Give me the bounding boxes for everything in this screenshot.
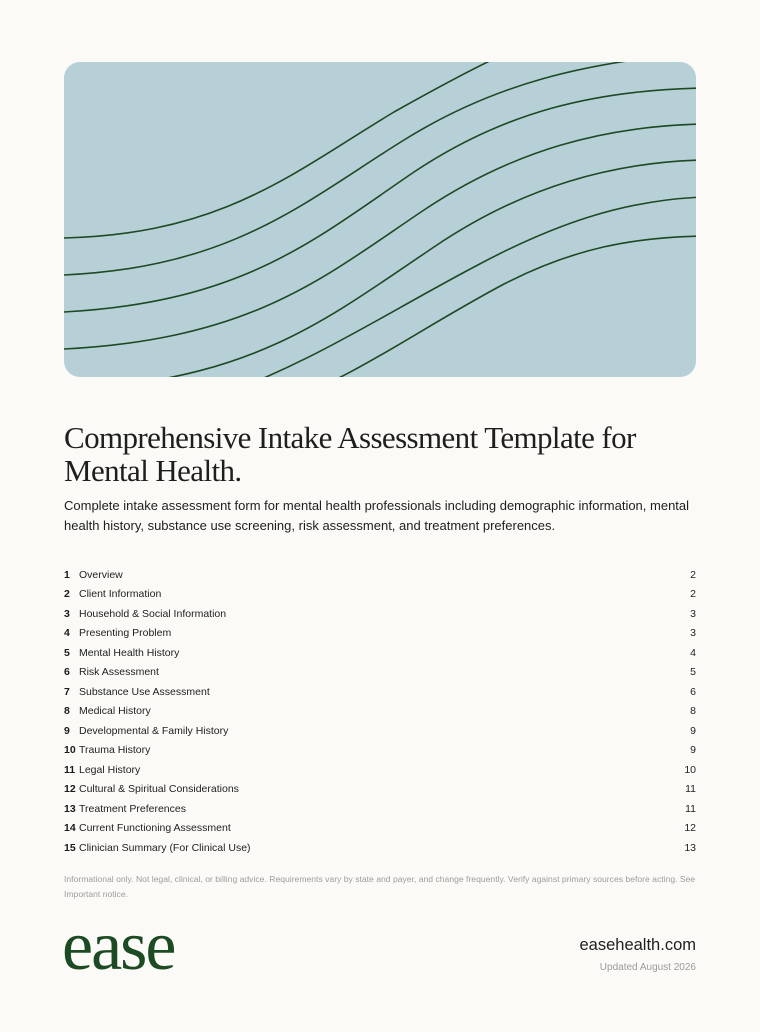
toc-item[interactable] xyxy=(64,604,696,624)
wave-line xyxy=(64,124,696,349)
toc-item-number: 4 xyxy=(64,627,70,640)
toc-item-label: Presenting Problem xyxy=(79,627,172,640)
toc-item-label: Legal History xyxy=(79,763,141,776)
wave-line xyxy=(274,236,696,377)
toc-item-page: 2 xyxy=(690,588,696,601)
toc-item-label: Client Information xyxy=(79,588,162,601)
toc-item-label: Mental Health History xyxy=(79,646,180,659)
disclaimer: Informational only. Not legal, clinical, or billing advice. Requirements vary by state and payer, and change frequently. Verify against primary sources before acting. See Important notice. xyxy=(64,874,696,899)
toc-item-label: Substance Use Assessment xyxy=(79,685,210,698)
toc-item[interactable] xyxy=(64,721,696,741)
toc-item[interactable] xyxy=(64,624,696,644)
toc-item-page: 11 xyxy=(685,783,696,796)
toc-item-page: 3 xyxy=(690,607,696,620)
toc-item-number: 11 xyxy=(64,763,76,776)
toc-item-page: 12 xyxy=(684,822,696,835)
toc-item-number: 1 xyxy=(64,568,70,581)
toc-item[interactable] xyxy=(64,780,696,800)
wave-lines-graphic xyxy=(64,62,696,377)
toc-item[interactable] xyxy=(64,702,696,722)
toc-item-page: 4 xyxy=(690,646,696,659)
toc-item-label: Medical History xyxy=(79,705,151,718)
toc-item-label: Risk Assessment xyxy=(79,666,159,679)
toc-item[interactable] xyxy=(64,741,696,761)
ease-logo: ease xyxy=(62,908,175,985)
toc-item-page: 6 xyxy=(690,685,696,698)
toc-item-label: Current Functioning Assessment xyxy=(79,822,231,835)
toc-item[interactable] xyxy=(64,663,696,683)
toc-item-label: Developmental & Family History xyxy=(79,724,229,737)
toc-item[interactable] xyxy=(64,565,696,585)
toc-item-label: Cultural & Spiritual Considerations xyxy=(79,783,239,796)
hero-illustration xyxy=(64,62,696,377)
table-of-contents xyxy=(64,565,696,858)
toc-item-number: 15 xyxy=(64,841,76,854)
toc-item-label: Trauma History xyxy=(79,744,151,757)
toc-item[interactable] xyxy=(64,682,696,702)
toc-item[interactable] xyxy=(64,819,696,839)
toc-item-page: 10 xyxy=(684,763,696,776)
toc-item-page: 13 xyxy=(684,841,696,854)
toc-item[interactable] xyxy=(64,760,696,780)
toc-item-number: 6 xyxy=(64,666,70,679)
toc-item[interactable] xyxy=(64,838,696,858)
toc-item[interactable] xyxy=(64,643,696,663)
wave-line xyxy=(204,197,696,377)
wave-line xyxy=(64,62,584,238)
toc-item-page: 9 xyxy=(690,744,696,757)
wave-line xyxy=(64,88,696,312)
toc-item-label: Overview xyxy=(79,568,123,581)
toc-item[interactable] xyxy=(64,799,696,819)
toc-item-number: 13 xyxy=(64,802,76,815)
toc-item-label: Clinician Summary (For Clinical Use) xyxy=(79,841,251,854)
toc-item-number: 10 xyxy=(64,744,76,757)
website-link[interactable]: easehealth.com xyxy=(579,936,696,954)
toc-item-number: 5 xyxy=(64,646,70,659)
toc-item-label: Household & Social Information xyxy=(79,607,227,620)
toc-item-number: 7 xyxy=(64,685,70,698)
toc-item-page: 2 xyxy=(690,568,696,581)
toc-item-number: 8 xyxy=(64,705,70,718)
toc-item-label: Treatment Preferences xyxy=(79,802,186,815)
wave-line xyxy=(64,62,696,275)
toc-item[interactable] xyxy=(64,585,696,605)
toc-item-number: 2 xyxy=(64,588,70,601)
updated-date: Updated August 2026 xyxy=(599,962,696,973)
toc-item-page: 5 xyxy=(690,666,696,679)
page-subtitle: Complete intake assessment form for mental health professionals including demographic information, mental health history, substance use screening, risk assessment, and treatment preferences. xyxy=(64,498,690,533)
page-title: Comprehensive Intake Assessment Template for Mental Health. xyxy=(64,420,636,488)
toc-item-number: 9 xyxy=(64,724,70,737)
toc-item-number: 3 xyxy=(64,607,70,620)
toc-item-page: 11 xyxy=(685,802,696,815)
toc-item-number: 12 xyxy=(64,783,76,796)
toc-item-number: 14 xyxy=(64,822,76,835)
toc-item-page: 8 xyxy=(690,705,696,718)
toc-item-page: 9 xyxy=(690,724,696,737)
toc-item-page: 3 xyxy=(690,627,696,640)
